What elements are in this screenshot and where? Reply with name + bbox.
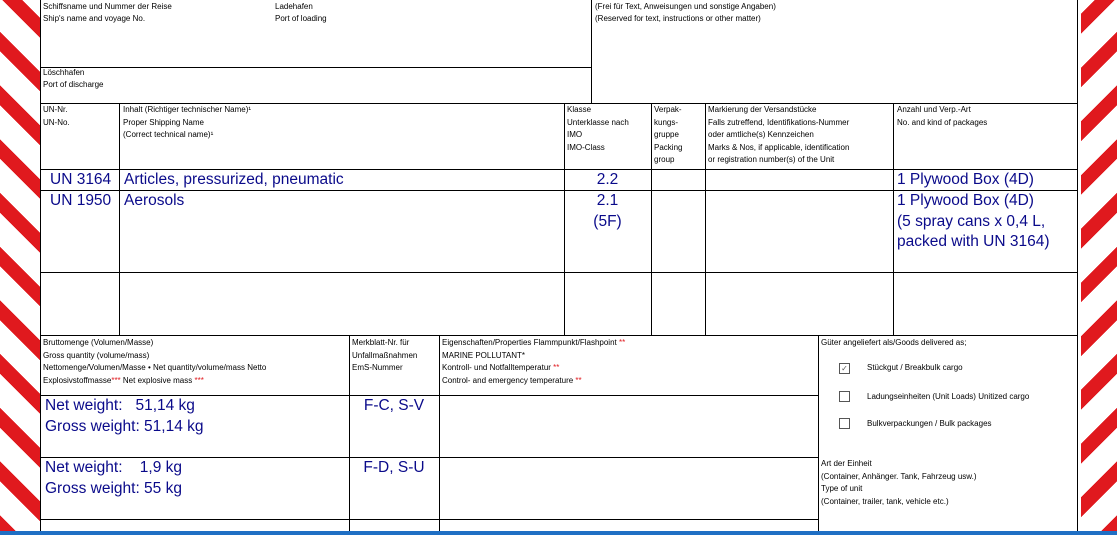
unit-type-label: Art der Einheit (Container, Anhänger. Tank, Fahrzeug usw.) Type of unit (Container, trailer, tank, vehicle etc.) bbox=[821, 459, 977, 506]
bulk-packages-checkbox[interactable] bbox=[839, 418, 850, 429]
class-header: Klasse Unterklasse nach IMO IMO-Class bbox=[567, 105, 629, 152]
divider bbox=[818, 335, 819, 531]
border-left bbox=[40, 0, 41, 531]
hazard-stripe-right bbox=[1081, 0, 1117, 535]
unit-loads-checkbox[interactable] bbox=[839, 391, 850, 402]
bulk-packages-label: Bulkverpackungen / Bulk packages bbox=[867, 419, 992, 428]
divider bbox=[40, 335, 1077, 336]
content-header: Inhalt (Richtiger technischer Name)¹ Proper Shipping Name (Correct technical name)¹ bbox=[123, 105, 252, 139]
divider bbox=[349, 335, 350, 531]
dangerous-goods-form bbox=[40, 0, 1079, 531]
gross-weight: Gross weight: 55 kg bbox=[45, 480, 182, 497]
ems-number: F-C, S-V bbox=[363, 397, 425, 414]
loading-label-en: Port of loading bbox=[275, 14, 327, 23]
shipping-name: Articles, pressurized, pneumatic bbox=[124, 171, 344, 188]
ship-label-de: Schiffsname und Nummer der Reise bbox=[43, 2, 172, 11]
un-number: UN 3164 bbox=[50, 171, 112, 188]
bottom-edge-bar bbox=[0, 531, 1117, 535]
marks-header: Markierung der Versandstücke Falls zutreffend, Identifikations-Nummer oder amtliche(s) Kennzeichen Marks & Nos, if applicable, identification or registration number(s) of the Unit bbox=[708, 105, 850, 164]
ems-header: Merkblatt-Nr. für Unfallmaßnahmen EmS-Nummer bbox=[352, 338, 418, 372]
divider bbox=[40, 519, 818, 520]
packing-group-header: Verpak- kungs- gruppe Packing group bbox=[654, 105, 683, 164]
divider bbox=[40, 67, 591, 68]
loading-label-de: Ladehafen bbox=[275, 2, 313, 11]
shipping-name: Aerosols bbox=[124, 192, 185, 209]
free-text-label-en: (Reserved for text, instructions or other matter) bbox=[595, 14, 761, 23]
divider bbox=[705, 103, 706, 335]
gross-weight: Gross weight: 51,14 kg bbox=[45, 418, 204, 435]
discharge-label-de: Löschhafen bbox=[43, 68, 85, 77]
divider bbox=[591, 0, 592, 103]
free-text-label-de: (Frei für Text, Anweisungen und sonstige Angaben) bbox=[595, 2, 776, 11]
divider bbox=[439, 335, 440, 531]
gross-quantity-header: Bruttomenge (Volumen/Masse) Gross quantity (volume/mass) Nettomenge/Volumen/Masse • Net quantity/volume/mass Netto Explosivstoffmasse*** Net explosive mass *** bbox=[43, 338, 267, 385]
package-desc: 1 Plywood Box (4D) (5 spray cans x 0,4 L, packed with UN 3164) bbox=[897, 192, 1050, 250]
package-desc: 1 Plywood Box (4D) bbox=[897, 171, 1034, 188]
imo-class: 2.2 bbox=[596, 171, 619, 188]
packages-header: Anzahl und Verp.-Art No. and kind of packages bbox=[897, 105, 988, 127]
divider bbox=[893, 103, 894, 335]
net-weight: Net weight: 1,9 kg bbox=[45, 459, 182, 476]
ems-number: F-D, S-U bbox=[363, 459, 425, 476]
divider bbox=[651, 103, 652, 335]
unit-loads-label: Ladungseinheiten (Unit Loads) Unitized cargo bbox=[867, 392, 1030, 401]
properties-header: Eigenschaften/Properties Flammpunkt/Flashpoint ** MARINE POLLUTANT* Kontroll- und Notfalltemperatur ** Control- and emergency temperature ** bbox=[442, 338, 626, 385]
goods-delivered-header: Güter angeliefert als/Goods delivered as; bbox=[821, 338, 967, 347]
divider bbox=[40, 272, 1077, 273]
imo-class: 2.1 (5F) bbox=[593, 192, 622, 230]
net-weight: Net weight: 51,14 kg bbox=[45, 397, 195, 414]
ship-label-en: Ship's name and voyage No. bbox=[43, 14, 146, 23]
un-number: UN 1950 bbox=[50, 192, 112, 209]
breakbulk-label: Stückgut / Breakbulk cargo bbox=[867, 363, 963, 372]
hazard-stripe-left bbox=[0, 0, 40, 535]
border-right bbox=[1077, 0, 1078, 531]
un-header: UN-Nr. UN-No. bbox=[43, 105, 70, 127]
divider bbox=[119, 103, 120, 335]
breakbulk-checkbox[interactable]: ✓ bbox=[839, 363, 850, 374]
discharge-label-en: Port of discharge bbox=[43, 80, 104, 89]
